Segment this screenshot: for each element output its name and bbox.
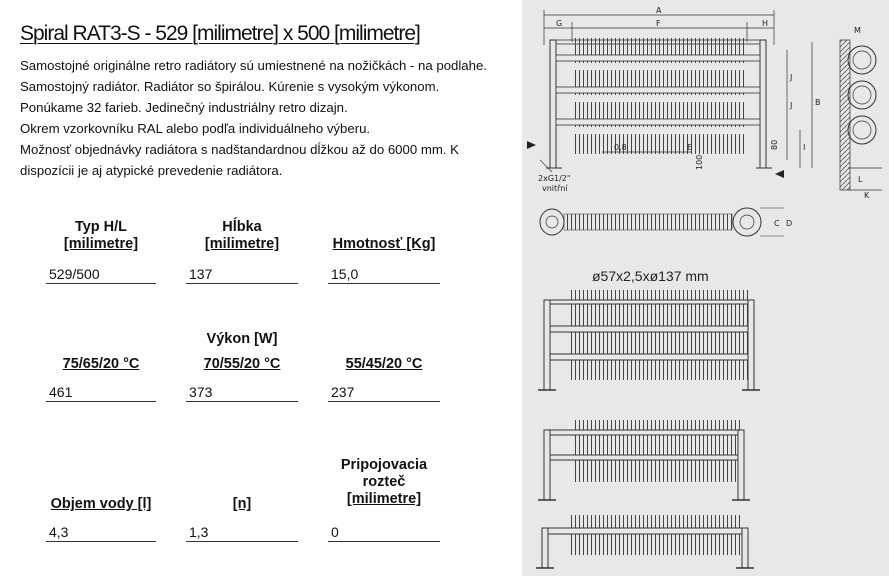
power-title: Výkon [W]: [206, 331, 278, 347]
power-label-2: 70/55/20 °C: [203, 356, 281, 372]
depth-header: [186, 219, 298, 253]
spacing-unit: [milimetre]: [346, 491, 422, 507]
depth-value: 137: [186, 264, 298, 284]
power-header-2: [186, 356, 298, 373]
power-label-3: 55/45/20 °C: [345, 356, 423, 372]
dim-l: L: [858, 175, 863, 184]
connection-label: 2xG1/2": [538, 174, 571, 183]
radiator-variant-medium: [538, 420, 750, 500]
dim-h: H: [762, 19, 769, 28]
water-value: 4,3: [46, 522, 156, 542]
n-label: [n]: [232, 496, 252, 512]
dim-a: A: [656, 6, 662, 15]
dim-e: E: [687, 143, 693, 152]
type-value: 529/500: [46, 264, 156, 284]
description-paragraph-1: Samostojné originálne retro radiátory sú umiestnené na nožičkách - na podlahe. Samostojný radiátor. Radiátor so špirálou. Kúrenie s vysokým výkonom. Ponúkame 32 farieb. Jedinečný industriálny retro dizajn.: [20, 58, 487, 115]
water-header: [46, 496, 156, 513]
power-value-2: 373: [186, 382, 298, 402]
weight-value: 15,0: [328, 264, 440, 284]
power-label-1: 75/65/20 °C: [62, 356, 140, 372]
dim-i: I: [803, 143, 806, 152]
power-header-3: [328, 356, 440, 373]
technical-drawing-panel: [522, 0, 889, 576]
dim-c: C: [774, 219, 780, 228]
spacing-label-1: Pripojovacia: [340, 457, 428, 473]
power-header-1: [46, 356, 156, 373]
water-label: Objem vody [l]: [50, 496, 152, 512]
dim-j-2: J: [790, 101, 793, 110]
type-header: [46, 219, 156, 253]
dim-100: 100: [695, 154, 704, 170]
spacing-header: [328, 457, 440, 508]
connection-sublabel: vnitřní: [542, 184, 568, 193]
dim-g: G: [556, 19, 563, 28]
side-view-drawing: [840, 26, 882, 200]
power-value-3: 237: [328, 382, 440, 402]
dim-m: M: [854, 26, 861, 35]
n-header: [186, 496, 298, 513]
type-label: Typ H/L: [74, 219, 128, 235]
product-description: [20, 55, 490, 181]
description-paragraph-2: Okrem vzorkovníku RAL alebo podľa individuálneho výberu.: [20, 121, 371, 136]
depth-label: Hĺbka: [222, 219, 262, 235]
power-value-1: 461: [46, 382, 156, 402]
weight-label: Hmotnosť [Kg]: [332, 236, 436, 252]
type-unit: [milimetre]: [63, 236, 139, 252]
dim-b: B: [815, 98, 821, 107]
inlet-arrow-icon: [527, 141, 536, 149]
dim-08: 0,8: [614, 143, 627, 152]
front-view-drawing: [527, 6, 821, 193]
outlet-arrow-icon: [775, 170, 784, 178]
radiator-variant-large: [538, 290, 760, 390]
dim-d: D: [786, 219, 793, 228]
technical-drawing: [522, 0, 889, 576]
spacing-label-2: rozteč: [362, 474, 406, 490]
dim-80: 80: [770, 139, 779, 150]
description-paragraph-3: Možnosť objednávky radiátora s nadštandardnou dĺžkou až do 6000 mm. K dispozícii je aj atypické prevedenie radiátora.: [20, 142, 459, 178]
radiator-variant-small: [536, 515, 754, 568]
weight-header: [328, 236, 440, 253]
tube-spec-label: ø57x2,5xø137 mm: [592, 268, 709, 284]
dim-j-1: J: [790, 73, 793, 82]
product-title: Spiral RAT3-S - 529 [milimetre] x 500 [milimetre]: [20, 22, 420, 45]
n-value: 1,3: [186, 522, 298, 542]
dim-k: K: [864, 191, 870, 200]
top-view-drawing: [540, 208, 792, 236]
spacing-value: 0: [328, 522, 440, 542]
dim-f: F: [656, 19, 661, 28]
depth-unit: [milimetre]: [204, 236, 280, 252]
